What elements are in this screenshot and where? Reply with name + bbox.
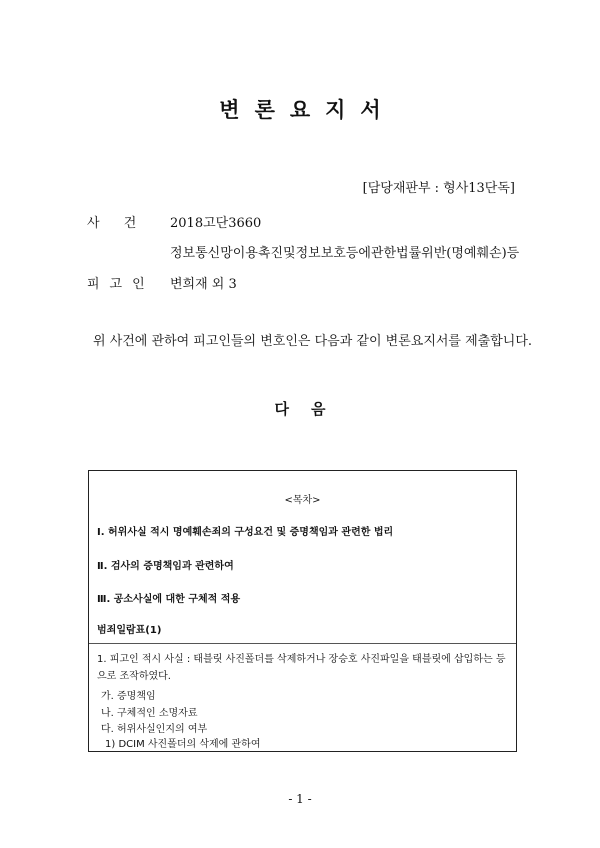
defendant-name: 변희재 외 3 <box>170 277 237 292</box>
toc-appendix: 범죄일람표(1) <box>97 625 162 636</box>
toc-item-3: Ⅲ. 공소사실에 대한 구체적 적용 <box>97 594 241 605</box>
toc-sub-4: 다. 허위사실인지의 여부 <box>101 724 208 735</box>
toc-sub-1: 1. 피고인 적시 사실 : 태블릿 사진폴더를 삭제하거나 장승호 사진파일을 태블릿에 삽입하는 등으로 조작하였다. <box>97 654 506 682</box>
case-label: 사 건 <box>87 216 147 231</box>
table-of-contents <box>88 470 517 752</box>
page-number: - 1 - <box>288 792 312 806</box>
toc-sub-2: 가. 증명책임 <box>101 691 156 702</box>
case-name: 정보통신망이용촉진및정보보호등에관한법률위반(명예훼손)등 <box>170 246 520 261</box>
toc-divider <box>89 643 516 644</box>
intro-text: 위 사건에 관하여 피고인들의 변호인은 다음과 같이 변론요지서를 제출합니다. <box>93 334 533 349</box>
toc-item-2: Ⅱ. 검사의 증명책임과 관련하여 <box>97 561 234 572</box>
defendant-label: 피고인 <box>87 277 155 292</box>
toc-item-1: Ⅰ. 허위사실 적시 명예훼손죄의 구성요건 및 증명책임과 관련한 법리 <box>97 527 394 538</box>
document-title: 변론요지서 <box>219 97 396 122</box>
toc-sub-5: 1) DCIM 사진폴더의 삭제에 관하여 <box>105 739 261 750</box>
court-division: [담당재판부 : 형사13단독] <box>362 181 515 196</box>
section-heading: 다음 <box>274 400 348 418</box>
case-number: 2018고단3660 <box>170 216 262 231</box>
toc-header: <목차> <box>284 495 321 506</box>
toc-sub-3: 나. 구체적인 소명자료 <box>101 708 198 719</box>
